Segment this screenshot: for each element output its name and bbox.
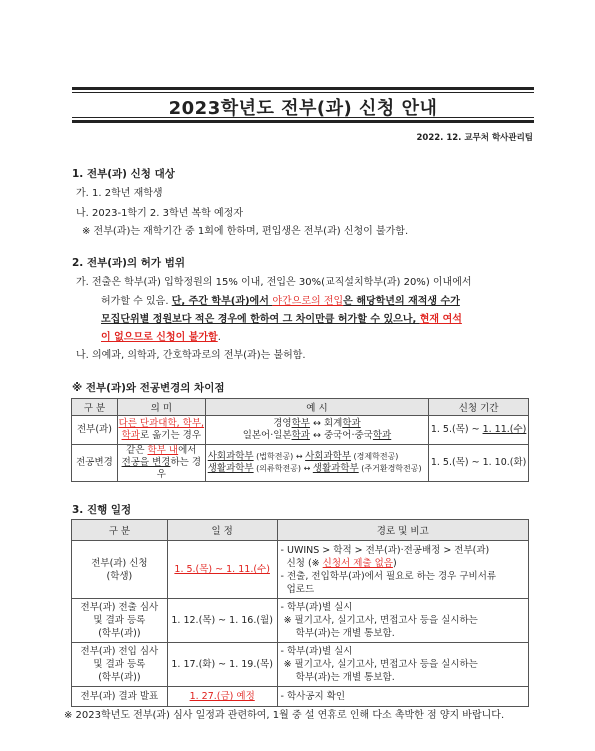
header-cell: 신청 기간 [429, 399, 529, 416]
text-bold: 은 해당학년의 재적생 수가 [343, 296, 460, 307]
section-1-item-a: 가. 1. 2학년 재학생 [76, 188, 163, 199]
text: ※ 필기고사, 실기고사, 면접고사 등을 실시하는 [283, 659, 478, 670]
text: 같은 [126, 445, 148, 456]
stage-cell: 전부(과) 결과 발표 [72, 687, 168, 707]
text-bold: 모집단위별 정원보다 적은 경우에 한하여 그 차이만큼 허가할 수 있으나, [101, 314, 420, 325]
type-cell: 전부(과) [72, 416, 118, 445]
section-2-item-a-line1: 가. 전출은 학부(과) 입학정원의 15% 이내, 전입은 30%(교직설치학부(과) 20%) 이내에서 [76, 277, 472, 288]
note-cell: - 학사공지 확인 [277, 687, 528, 707]
stage-cell [72, 643, 168, 687]
text: 일본어·일본 [242, 430, 292, 441]
text: - UWINS > 학적 > 전부(과)·전공배정 > 전부(과) [280, 544, 490, 556]
text: 학부(과)는 개별 통보함. [295, 628, 395, 639]
text-red: 신청서 제출 없음 [322, 557, 393, 569]
text-underlined: 사회과학부 [207, 451, 254, 462]
text-red: 현재 여석 [419, 314, 462, 325]
section-2-item-a-line3 [101, 310, 462, 325]
header-cell: 예 시 [205, 399, 428, 416]
header-cell: 경로 및 비고 [277, 520, 528, 541]
section-1-item-b: 나. 2023-1학기 2. 3학년 복학 예정자 [76, 208, 243, 219]
page-title: 2023학년도 전부(과) 신청 안내 [168, 98, 438, 119]
header-cell: 일 정 [167, 520, 277, 541]
text: (학생) [106, 570, 133, 582]
text-underlined: 생활과학부 [207, 463, 254, 474]
text: 로 옮기는 경우 [139, 430, 202, 441]
difference-heading: ※ 전부(과)와 전공변경의 차이점 [72, 382, 225, 394]
header-cell: 구 분 [72, 399, 118, 416]
text: 학부(과)는 개별 통보함. [295, 672, 395, 683]
text: 및 결과 등록 [93, 615, 146, 626]
text-red: 학과 [121, 430, 140, 441]
header-cell: 의 미 [117, 399, 205, 416]
text: ↔ 중국어·중국 [309, 430, 373, 441]
meaning-cell [117, 445, 205, 482]
text: ※ 필기고사, 실기고사, 면접고사 등을 실시하는 [283, 615, 478, 626]
section-1-heading: 1. 전부(과) 신청 대상 [72, 168, 175, 180]
note-cell [277, 599, 528, 643]
text-bold: 단, 주간 학부(과)에서 [171, 296, 273, 307]
date-cell: 1. 17.(화) ~ 1. 19.(목) [167, 643, 277, 687]
text-red: 야간으로의 전입 [272, 296, 344, 307]
schedule-table [71, 519, 529, 707]
section-2-item-b: 나. 의예과, 의학과, 간호학과로의 전부(과)는 불허함. [76, 350, 306, 361]
type-cell: 전공변경 [72, 445, 118, 482]
text-small: (의류학전공) ↔ [253, 464, 313, 473]
section-2-heading: 2. 전부(과)의 허가 범위 [72, 257, 186, 269]
text: (학부(과)) [98, 672, 141, 683]
text: 허가할 수 있음. [101, 296, 172, 307]
text: ↔ 회계 [309, 418, 343, 429]
text-underlined: 전공을 변경 [121, 457, 171, 468]
text: 하는 경우 [156, 457, 202, 480]
section-2-item-a-line4 [101, 328, 221, 343]
text-underlined: 학과 [342, 418, 361, 429]
table-row [72, 643, 529, 687]
table-row [72, 445, 529, 482]
text: - 전출, 전입학부(과)에서 필요로 하는 경우 구비서류 [280, 570, 497, 582]
meaning-cell [117, 416, 205, 445]
text-small: (법학전공) ↔ [253, 452, 306, 461]
text: ) [392, 557, 397, 569]
note-cell [277, 541, 528, 599]
text: - 학부(과)별 실시 [280, 602, 353, 613]
title-box [72, 87, 534, 123]
text-underlined: 사회과학부 [305, 451, 351, 462]
text-red: 다른 단과대학, 학부, [118, 418, 205, 429]
date-cell: 1. 12.(목) ~ 1. 16.(월) [167, 599, 277, 643]
period-cell [429, 416, 529, 445]
text-small: (경제학전공) [351, 452, 399, 461]
table-header-row [72, 520, 529, 541]
difference-table [71, 398, 529, 482]
section-2-item-a-line2 [101, 292, 460, 307]
example-cell [205, 416, 428, 445]
note-cell [277, 643, 528, 687]
text-red: 이 없으므로 신청이 불가함 [101, 332, 218, 343]
text: 경영 [273, 418, 292, 429]
section-3-heading: 3. 진행 일정 [72, 504, 132, 516]
date-cell: 1. 5.(목) ~ 1. 11.(수) [167, 541, 277, 599]
text-underlined: 학과 [291, 430, 310, 441]
text-underlined: 학과 [372, 430, 392, 441]
text-small: (주거환경학전공) [358, 464, 422, 473]
issuing-department: 2022. 12. 교무처 학사관리팀 [416, 133, 533, 143]
table-header-row [72, 399, 529, 416]
text: 신청 (※ [286, 557, 323, 569]
text-underlined: 1. 11.(수) [482, 424, 527, 435]
text: (학부(과)) [98, 628, 141, 639]
section-1-note: ※ 전부(과)는 재학기간 중 1회에 한하며, 편입생은 전부(과) 신청이 불가함. [82, 226, 409, 237]
example-cell [205, 445, 428, 482]
text: 전부(과) 전출 심사 [80, 602, 159, 613]
text: 에서 [178, 445, 197, 456]
text: 1. 5.(목) ~ [430, 424, 483, 435]
text: 전부(과) 전입 심사 [80, 646, 159, 657]
table-row [72, 687, 529, 707]
text-underlined: 학부 [291, 418, 310, 429]
stage-cell [72, 599, 168, 643]
text-underlined: 생활과학부 [312, 463, 359, 474]
stage-cell [72, 541, 168, 599]
text-red: 학부 내 [147, 445, 179, 456]
text: 업로드 [286, 583, 315, 595]
table-row [72, 416, 529, 445]
text: . [217, 332, 221, 343]
text: - 학부(과)별 실시 [280, 646, 353, 657]
table-row [72, 599, 529, 643]
text: 전부(과) 신청 [91, 557, 148, 569]
text: 및 결과 등록 [93, 659, 146, 670]
period-cell: 1. 5.(목) ~ 1. 10.(화) [429, 445, 529, 482]
final-note: ※ 2023학년도 전부(과) 심사 일정과 관련하여, 1월 중 설 연휴로 인해 다소 촉박한 점 양지 바랍니다. [64, 710, 505, 721]
table-row [72, 541, 529, 599]
header-cell: 구 분 [72, 520, 168, 541]
date-cell: 1. 27.(금) 예정 [167, 687, 277, 707]
